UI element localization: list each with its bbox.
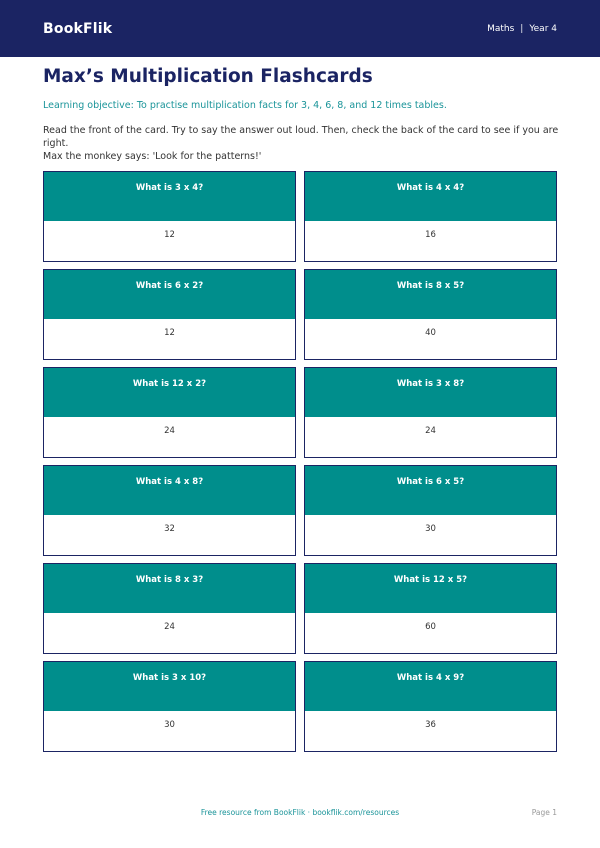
flashcard[interactable] [43,661,296,752]
meta-separator: | [520,23,524,34]
card-answer: 12 [44,221,295,261]
instructions [43,124,563,163]
flashcard[interactable] [304,171,557,262]
card-answer: 24 [305,417,556,457]
footer-resource-link[interactable]: Free resource from BookFlik · bookflik.com/resources [200,808,400,817]
flashcard[interactable] [43,171,296,262]
card-question: What is 6 x 5? [305,466,556,515]
brand-logo[interactable]: BookFlik [43,20,113,37]
instructions-line-1: Read the front of the card. Try to say the answer out loud. Then, check the back of the card to see if you are right. [43,125,559,149]
year-label: Year 4 [529,23,557,34]
flashcard-grid [43,171,557,752]
flashcard[interactable] [304,269,557,360]
flashcard[interactable] [43,465,296,556]
flashcard[interactable] [43,269,296,360]
subject-label: Maths [487,23,515,34]
flashcard[interactable] [304,367,557,458]
card-question: What is 3 x 8? [305,368,556,417]
card-answer: 36 [305,711,556,751]
card-question: What is 12 x 5? [305,564,556,613]
card-question: What is 4 x 9? [305,662,556,711]
flashcard[interactable] [43,563,296,654]
header-meta [487,24,557,34]
learning-objective: Learning objective: To practise multiplication facts for 3, 4, 6, 8, and 12 times tables. [43,100,447,111]
card-question: What is 8 x 5? [305,270,556,319]
flashcard[interactable] [304,661,557,752]
card-answer: 24 [44,613,295,653]
card-question: What is 3 x 10? [44,662,295,711]
card-answer: 60 [305,613,556,653]
card-question: What is 4 x 8? [44,466,295,515]
card-answer: 32 [44,515,295,555]
card-question: What is 8 x 3? [44,564,295,613]
flashcard[interactable] [43,367,296,458]
page-number: Page 1 [531,808,557,817]
card-answer: 30 [305,515,556,555]
card-question: What is 12 x 2? [44,368,295,417]
card-question: What is 3 x 4? [44,172,295,221]
card-answer: 24 [44,417,295,457]
flashcard[interactable] [304,465,557,556]
page-title: Max’s Multiplication Flashcards [43,66,373,87]
card-question: What is 6 x 2? [44,270,295,319]
header-bar [0,0,600,57]
instructions-line-2: Max the monkey says: 'Look for the patterns!' [43,151,262,162]
flashcard[interactable] [304,563,557,654]
card-question: What is 4 x 4? [305,172,556,221]
card-answer: 16 [305,221,556,261]
card-answer: 40 [305,319,556,359]
card-answer: 30 [44,711,295,751]
card-answer: 12 [44,319,295,359]
